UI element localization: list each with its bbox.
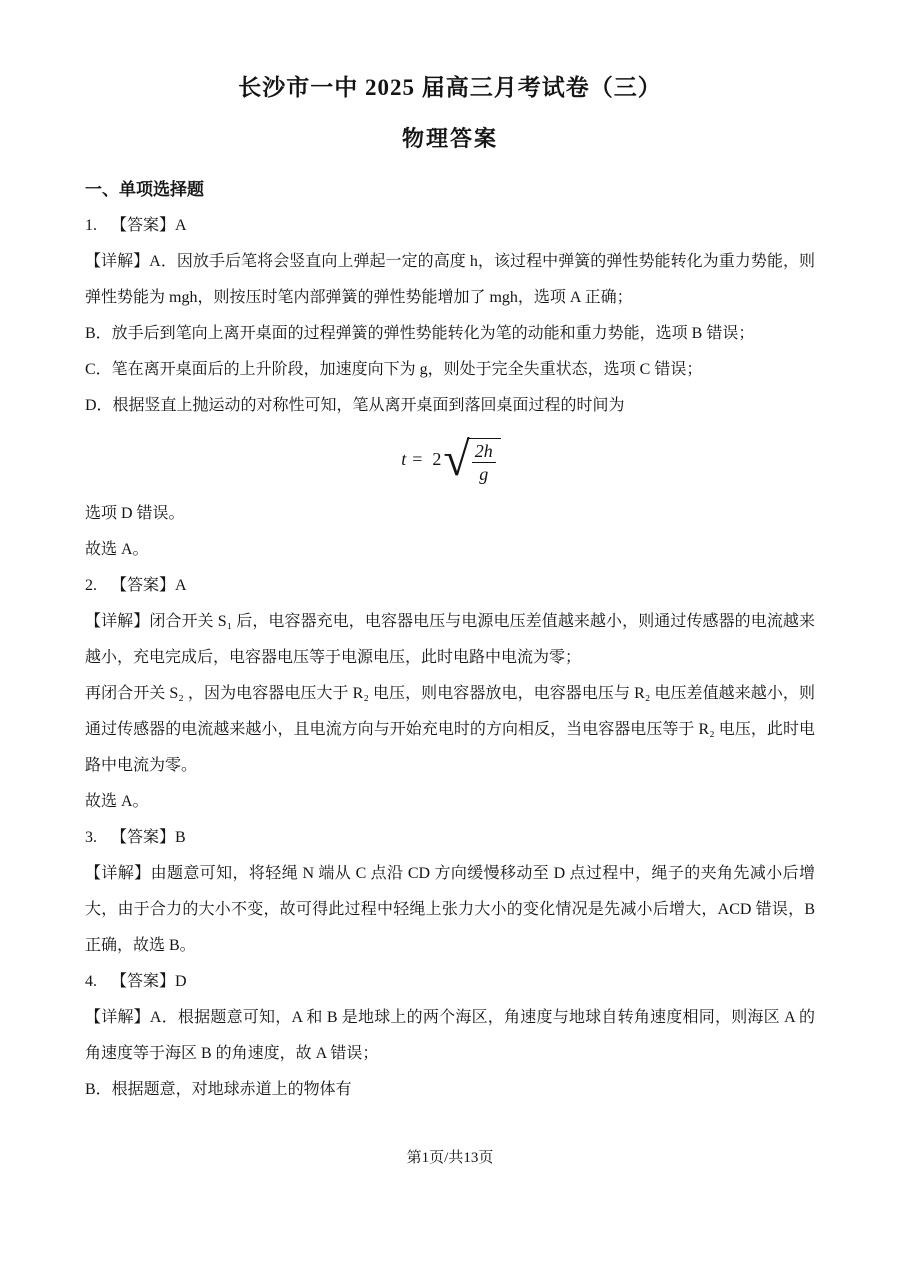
answer-value: A: [175, 576, 187, 594]
answer-line: [85, 568, 815, 604]
detail-paragraph: 【详解】闭合开关 S₁ 后，电容器充电，电容器电压与电源电压差值越来越小，则通过传感器的电流越来越小，充电完成后，电容器电压等于电源电压，此时电路中电流为零；: [85, 612, 815, 666]
question-block-4: [85, 964, 815, 1108]
detail-paragraph: 【详解】由题意可知，将轻绳 N 端从 C 点沿 CD 方向缓慢移动至 D 点过程中，绳子的夹角先减小后增大，由于合力的大小不变，故可得此过程中轻绳上张力大小的变化情况是先减小后增大，ACD 错误，B 正确，故选 B。: [85, 864, 815, 954]
page-subtitle: 物理答案: [401, 125, 498, 151]
detail-paragraph: 【详解】A．根据题意可知，A 和 B 是地球上的两个海区，角速度与地球自转角速度相同，则海区 A 的角速度等于海区 B 的角速度，故 A 错误；: [85, 1008, 815, 1062]
question-block-1: [85, 208, 815, 568]
formula-coefficient: 2: [432, 449, 442, 470]
detail-paragraph: 故选 A。: [85, 792, 149, 810]
formula-fraction: [467, 438, 501, 485]
formula-time-of-flight: [85, 426, 815, 494]
answer-label: 【答案】: [111, 972, 176, 990]
formula-equals: =: [412, 449, 423, 470]
answer-label: 【答案】: [111, 216, 176, 234]
question-number: 2.: [85, 576, 97, 594]
answer-value: D: [175, 972, 187, 990]
question-number: 1.: [85, 216, 97, 234]
answer-value: A: [175, 216, 187, 234]
detail-paragraph: B．根据题意，对地球赤道上的物体有: [85, 1080, 352, 1098]
answer-line: [85, 820, 815, 856]
detail-paragraph: 故选 A。: [85, 540, 149, 558]
radical-sign-icon: √: [443, 432, 470, 486]
document-body: [85, 152, 815, 1108]
detail-paragraph: B．放手后到笔向上离开桌面的过程弹簧的弹性势能转化为笔的动能和重力势能，选项 B 错误；: [85, 324, 755, 342]
detail-paragraph: D．根据竖直上抛运动的对称性可知，笔从离开桌面到落回桌面过程的时间为: [85, 396, 625, 414]
page-number-indicator: 第1页/共13页: [406, 1150, 494, 1166]
answer-label: 【答案】: [111, 828, 176, 846]
answer-label: 【答案】: [111, 576, 176, 594]
question-number: 3.: [85, 828, 97, 846]
fraction-denominator: g: [479, 464, 489, 485]
fraction-numerator: 2h: [472, 441, 496, 464]
detail-paragraph: 再闭合开关 S₂ ，因为电容器电压大于 R₂ 电压，则电容器放电，电容器电压与 R₂ 电压差值越来越小，则通过传感器的电流越来越小，且电流方向与开始充电时的方向相反，当电容器电压等于 R₂ 电压，此时电路中电流为零。: [85, 684, 815, 774]
answer-line: [85, 964, 815, 1000]
detail-paragraph: C．笔在离开桌面后的上升阶段，加速度向下为 g，则处于完全失重状态，选项 C 错误；: [85, 360, 703, 378]
formula-square-root: [443, 432, 500, 486]
detail-paragraph: 【详解】A．因放手后笔将会竖直向上弹起一定的高度 h，该过程中弹簧的弹性势能转化为重力势能，则弹性势能为 mgh，则按压时笔内部弹簧的弹性势能增加了 mgh，选项 A 正确；: [85, 252, 815, 306]
section-heading: 一、单项选择题: [85, 179, 204, 199]
answer-value: B: [175, 828, 186, 846]
question-block-2: [85, 568, 815, 820]
detail-paragraph: 选项 D 错误。: [85, 504, 185, 522]
page-title: 长沙市一中 2025 届高三月考试卷（三）: [238, 75, 662, 100]
answer-line: [85, 208, 815, 244]
question-number: 4.: [85, 972, 97, 990]
formula-lhs: t: [401, 449, 407, 470]
question-block-3: [85, 820, 815, 964]
